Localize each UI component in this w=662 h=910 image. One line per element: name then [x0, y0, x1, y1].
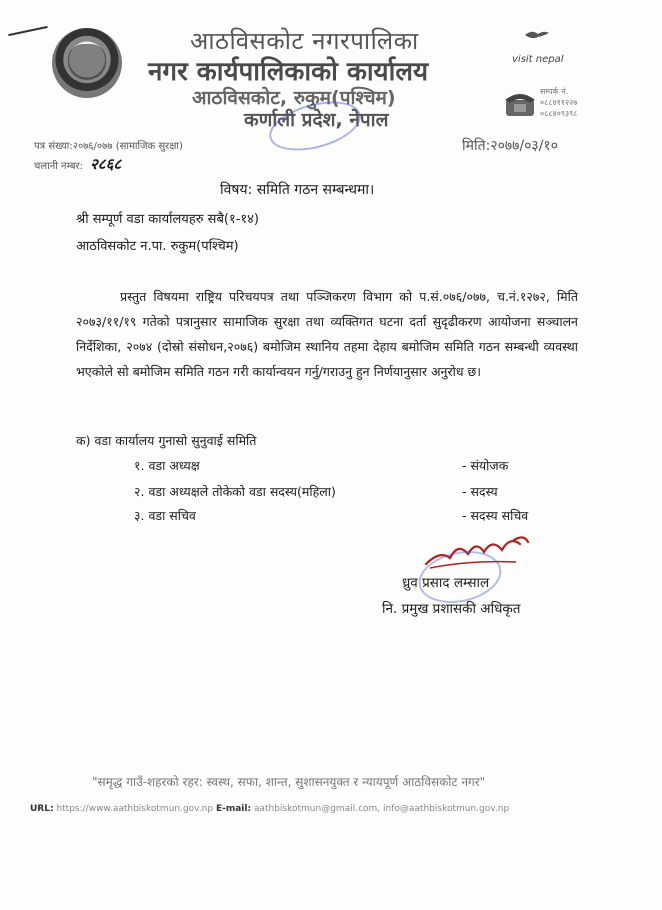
addressee-line2: आठविसकोट न.पा. रुकुम(पश्चिम)	[76, 239, 239, 254]
signatory-name: ध्रुव प्रसाद लम्साल	[402, 575, 490, 591]
signatory-title: नि. प्रमुख प्रशासकी अधिकृत	[382, 601, 521, 617]
footer-slogan: "समृद्ध गाउँ-शहरको रहर: स्वस्थ, सफा, शान्त, सुशासनयुक्त र न्यायपूर्ण आठविसकोट नगर"	[92, 775, 486, 789]
member-role: - सदस्य सचिव	[462, 508, 529, 523]
contact-number-1: ०८८४११२२७	[540, 98, 578, 107]
letterhead-line3: आठविसकोट, रुकुम(पश्चिम)	[192, 87, 396, 109]
email-label: E-mail:	[215, 804, 252, 814]
dispatch-label: चलानी नम्बर:	[34, 161, 84, 172]
addressee-line1: श्री सम्पूर्ण वडा कार्यालयहरु सबै(१-१४)	[76, 212, 259, 227]
member-name: २. वडा अध्यक्षले तोकेको वडा सदस्य(महिला)	[134, 484, 336, 499]
bird-logo-icon	[524, 28, 550, 42]
member-name: १. वडा अध्यक्ष	[134, 458, 200, 473]
contact-number-2: ०८८४०९३९८	[540, 109, 578, 118]
email-link[interactable]: aathbiskotmun@gmail.com, info@aathbiskotmun.gov.np	[253, 804, 510, 814]
letterhead-line2: नगर कार्यपालिकाको कार्यालय	[148, 57, 429, 87]
website-link[interactable]: https://www.aathbiskotmun.gov.np	[56, 804, 214, 814]
member-role: - सदस्य	[462, 484, 498, 499]
visit-nepal-logo: visit nepal	[512, 54, 564, 65]
letter-body-text: प्रस्तुत विषयमा राष्ट्रिय परिचयपत्र तथा पञ्जिकरण विभाग को प.सं.०७६/०७७, च.नं.१२७२, मिति २०७३/११/१९ गतेको पत्रानुसार सामाजिक सुरक्षा तथा व्यक्तिगत घटना दर्ता सुदृढीकरण आयोजना सञ्चालन निर्देशिका, २०७४ (दोस्रो संसोधन,२०७६) बमोजिम स्थानिय तहमा देहाय बमोजिम समिति गठन सम्बन्धी व्यवस्था भएकोले सो बमोजिम समिति गठन गरी कार्यान्वयन गर्नु/गराउनु हुन निर्णयानुसार अनुरोध छ।	[76, 289, 578, 379]
letterhead-line4: कर्णाली प्रदेश, नेपाल	[244, 109, 389, 131]
footer-contact	[30, 804, 509, 814]
url-label: URL:	[30, 804, 54, 814]
emblem-center	[68, 44, 106, 80]
letter-body	[76, 284, 578, 384]
member-name: ३. वडा सचिव	[134, 508, 196, 523]
telephone-icon	[503, 90, 537, 118]
committee-title: क) वडा कार्यालय गुनासो सुनुवाई समिति	[76, 433, 257, 448]
contact-block	[540, 86, 577, 119]
letter-subject: विषय: समिति गठन सम्बन्धमा।	[220, 182, 375, 198]
letterhead-line1: आठविसकोट नगरपालिका	[190, 27, 419, 55]
corner-pen-mark	[8, 26, 48, 36]
letter-date: मिति:२०७७/०३/१०	[462, 138, 558, 154]
reference-number: पत्र संख्या:२०७६/०७७ (सामाजिक सुरक्षा)	[34, 141, 183, 152]
member-role: - संयोजक	[462, 458, 509, 473]
contact-label: सम्पर्क नं.	[540, 87, 569, 96]
dispatch-number: २८६८	[90, 155, 122, 173]
